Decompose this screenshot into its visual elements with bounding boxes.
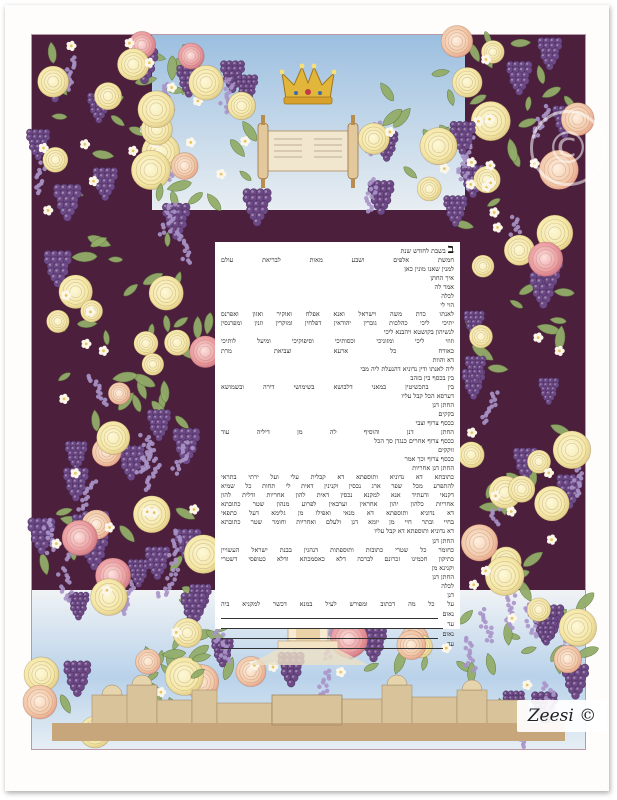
ketubah-line: החתן דנן [432, 400, 454, 409]
building [217, 703, 272, 725]
blossom [469, 580, 479, 590]
grape-cluster [537, 37, 562, 70]
rose [469, 325, 492, 348]
rose [508, 476, 535, 503]
rose [164, 330, 190, 356]
blossom [467, 427, 477, 437]
rose [142, 353, 164, 375]
ketubah-line: ככסף צרוף וכך אמר [404, 455, 454, 464]
rose [358, 123, 389, 154]
ketubah-line: בין בכסף בין בזהב [410, 373, 454, 382]
building [412, 697, 457, 725]
ketubah-line: למנין שאנו מונין כאן [404, 265, 454, 274]
rose [420, 128, 457, 165]
rose [472, 255, 494, 277]
ketubah-line: זוקקים [438, 446, 454, 455]
ketubah-line: להתפרע מכל שפר ארג נכסין וקנינין דאית לי תחות כל שמיא [221, 482, 454, 491]
rose [228, 92, 256, 120]
lilac [174, 228, 193, 267]
rose [149, 276, 184, 311]
leaf [510, 39, 531, 48]
rose [94, 82, 121, 109]
building [92, 695, 132, 725]
ketubah-line: איך החתן [430, 274, 454, 283]
grape-cluster [65, 441, 87, 471]
blossom [80, 139, 90, 149]
ketubah-line: החתן דנן והוסיף לה מן דיליה עוד [221, 427, 454, 436]
rose [62, 520, 98, 556]
leaf [535, 64, 547, 84]
grape-cluster [506, 61, 532, 95]
artist-signature-text: Zeesi © [527, 706, 597, 726]
signature-rule [221, 631, 438, 639]
blossom [533, 332, 543, 342]
ketubah-line: בקקים [438, 409, 454, 418]
leaf [550, 316, 567, 324]
rose [441, 26, 473, 58]
building [457, 690, 487, 725]
rose [23, 685, 57, 719]
leaf [486, 196, 502, 208]
leaf [509, 298, 525, 310]
lilac [86, 371, 110, 410]
rose [458, 442, 484, 468]
artist-signature-logo [517, 700, 607, 732]
leaf [172, 315, 190, 330]
building [192, 690, 217, 725]
rose [417, 177, 441, 201]
ketubah-line: החתן דנן [432, 572, 454, 581]
building [272, 695, 342, 725]
leaf [92, 149, 115, 160]
blossom [493, 222, 503, 232]
ketubah-line: ליה לאנתו ודין נדוניא דהנעלת ליה מבי [360, 364, 454, 373]
ketubah-line: דערסא הכל קבל עליו [401, 391, 454, 400]
rose [553, 431, 591, 469]
blossom [489, 207, 499, 217]
ketubah-line: אחריות כלהון יהון אחראין וערבאין לפרוע מנהון שטר כתובתא [221, 500, 454, 509]
blossom [105, 522, 115, 532]
signature-label: עד [447, 640, 454, 649]
rose [91, 579, 128, 616]
ketubah-first-line [221, 242, 454, 257]
leaf [47, 42, 58, 64]
leaf [488, 364, 509, 374]
signature-label: עד [447, 619, 454, 628]
ketubah-line: לאנתו כדת משה וישראל ואנא אפלח ואוקיר ואזון ואפרנס [221, 310, 454, 319]
ketubah-line: בחיי ובתר חיי מן יומא דנן ולעלם ואחריות וחומר שטר כתובתא [221, 518, 454, 527]
rose [528, 242, 563, 277]
leaf [103, 330, 111, 346]
signature-rule [221, 611, 438, 619]
ketubah-line: וזוזי ליכי ומזוניכי וכסותיכי וסיפוקיכי ומיעל לותיכי [221, 337, 454, 346]
building [342, 699, 382, 725]
ketubah-line: דא והוות [432, 355, 454, 364]
rose [461, 524, 498, 561]
copyright-watermark-icon: © [530, 110, 606, 186]
blossom [99, 346, 109, 356]
rose [534, 486, 569, 521]
leaf [122, 282, 140, 299]
rose [178, 43, 204, 69]
ketubah-line: החתן דנן [432, 536, 454, 545]
grape-cluster [53, 184, 81, 221]
ketubah-line: ככסף צרוף אחרים כנגדן סך הכל [374, 436, 454, 445]
building [382, 685, 412, 725]
leaf [108, 256, 123, 262]
ketubah-line: על כל מה דכתוב ומפורש לעיל במנא דכשר למקניא ביה [221, 599, 454, 608]
ketubah-line: דקנאי ודעתיד אנא למקנא נכסין דאית להון אחריות ודלית להון [221, 491, 454, 500]
first-line-text: בשבת לחודש שנת [400, 247, 446, 255]
rose [134, 331, 158, 355]
leaf [72, 252, 98, 263]
ketubah-text-lines [221, 256, 454, 609]
leaf [57, 371, 72, 383]
ketubah-line: יתיכי ליכי כהלכות גוברין יהודאין דפלחין ומוקרין וזנין ומפרנסין [221, 319, 454, 328]
ketubah-line: כאורח כל ארעא וצביאת מרת [221, 346, 454, 355]
leaf [38, 552, 51, 576]
leaf [162, 315, 171, 333]
blossom [189, 504, 199, 514]
ketubah-line: הוי לי [440, 301, 454, 310]
ketubah-line: כחומר כל שטרי כתובות ותוספתות דנהגין בבנת ישראל העשויין [221, 545, 454, 554]
ketubah-line: חמשת אלפים ושבע מאות לבריאת עולם [221, 256, 454, 265]
rose [117, 48, 149, 80]
rose [108, 382, 130, 404]
ketubah-line: וקנינא מן [431, 563, 454, 572]
rose [38, 66, 69, 97]
signature-rule [221, 641, 443, 649]
ketubah-line: בין בתכשיטין במאני דלבושא בשימושי דירה ובשמושא [221, 382, 454, 391]
blossom [507, 506, 517, 516]
blossom [81, 339, 91, 349]
leaf [51, 113, 67, 120]
ketubah-line: אמר לה [434, 283, 454, 292]
ketubah-line: לנשיהון בקושטא ויהבנא ליכי [383, 328, 454, 337]
signature-line [221, 610, 454, 619]
blossom [67, 41, 77, 51]
rose [138, 91, 175, 128]
grape-cluster [145, 546, 170, 579]
leaf [193, 316, 202, 338]
ketubah-line: דא נדוניא ותוספתא דא מנאי ואפילו מן גלימא דעל כתפאי [221, 509, 454, 518]
ketubah-artwork [32, 35, 590, 749]
rose [189, 65, 224, 100]
rose [46, 310, 69, 333]
leaf [55, 506, 73, 517]
signature-label: נאום [442, 609, 454, 618]
ketubah-text-panel [215, 242, 460, 649]
rose [135, 649, 160, 674]
blossom [43, 205, 53, 215]
grape-cluster [538, 378, 559, 405]
ketubah-line: כתיקון חכמינו זכרונם לברכה דלא כאסמכתא ודלא כטופסי דשטרי [221, 554, 454, 563]
leaf [554, 288, 575, 298]
signature-label: נאום [442, 629, 454, 638]
leaf [521, 549, 546, 570]
ketubah-line: החתן דנן אחריות [412, 464, 454, 473]
building [157, 700, 192, 725]
signature-line [221, 640, 454, 649]
signature-line [221, 620, 454, 629]
signature-line [221, 630, 454, 639]
ketubah-line: לכלה [441, 292, 454, 301]
ketubah-line: דא נדוניא ותוספתא דא קבל עליו [374, 527, 454, 536]
signature-lines [221, 610, 454, 649]
leaf [540, 84, 562, 100]
blossom [544, 468, 554, 478]
rose [485, 557, 524, 596]
blossom [128, 146, 138, 156]
ground [52, 723, 565, 741]
leaf [525, 96, 532, 111]
leaf [203, 312, 215, 335]
blossom [555, 346, 565, 356]
lilac [478, 388, 501, 427]
ketubah-line: לכלה [441, 581, 454, 590]
rose [559, 609, 597, 647]
rose [452, 67, 482, 97]
signature-rule [221, 621, 443, 629]
building [127, 685, 157, 725]
blossom [547, 534, 557, 544]
ketubah-line: דנן [447, 590, 454, 599]
ketubah-line: ככסף צרוף וצבי [415, 418, 454, 427]
ketubah-line: כתובתא דא נדוניא ותוספתא דא קבלית עלי ועל ירתי בתראי [221, 473, 454, 482]
leaf [117, 523, 138, 545]
rose [131, 150, 170, 189]
leaf [112, 370, 138, 383]
rose [171, 153, 198, 180]
rose [527, 598, 551, 622]
rose [554, 645, 582, 673]
rose [97, 421, 130, 454]
leaf [109, 113, 126, 128]
blossom [52, 538, 62, 548]
opening-letter: ב [447, 242, 454, 257]
blossom [59, 394, 69, 404]
